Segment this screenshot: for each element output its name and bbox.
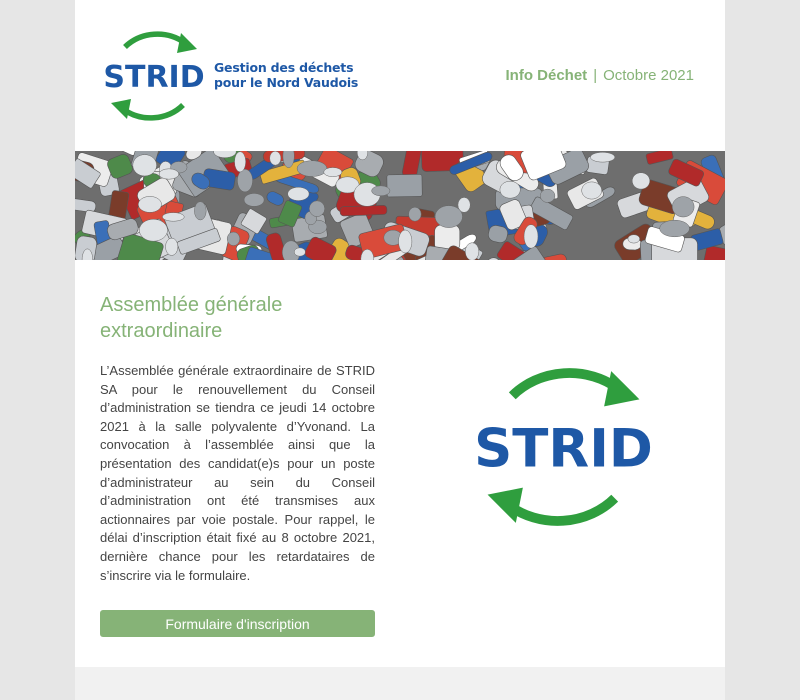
newsletter-card xyxy=(75,0,725,700)
can-top-shape xyxy=(288,187,309,200)
can-top-shape xyxy=(244,193,264,206)
banner-image xyxy=(75,151,725,260)
can-top-shape xyxy=(194,202,206,220)
can-top-shape xyxy=(524,225,538,249)
can-top-shape xyxy=(628,235,640,243)
can-top-shape xyxy=(540,189,555,202)
can-top-shape xyxy=(237,169,252,192)
can-top-shape xyxy=(139,219,167,241)
can-top-shape xyxy=(590,152,614,162)
issue-info xyxy=(506,67,695,84)
newsletter-name: Info Déchet xyxy=(505,67,588,84)
can-top-shape xyxy=(582,182,602,199)
can-top-shape xyxy=(632,173,650,189)
logo-wordmark: STRID xyxy=(103,60,205,95)
can-top-shape xyxy=(162,213,184,222)
can-top-shape xyxy=(159,169,179,179)
newsletter-header xyxy=(75,0,725,151)
article-body: L’Assemblée générale extraordinaire de STRID SA pour le renouvellement du Conseil d’administration se tiendra ce jeudi 14 octobre 2021 à la salle polyvalente d’Yvonand. La convocation à l’assemblée ainsi que la présentation des candidat(e)s pour un poste d’administrateur au sein du Conseil d’administration ont été transmises aux actionnaires par voie postale. Pour rappel, le délai d’inscription était fixé au 8 octobre 2021, dernière chance pour les retardataires de s’inscrire via le formulaire. xyxy=(100,363,375,583)
tagline-line-2: pour le Nord Vaudois xyxy=(214,75,359,90)
logo-large-wordmark: STRID xyxy=(474,418,653,480)
article-title: Assemblée générale extraordinaire xyxy=(100,294,283,342)
can-top-shape xyxy=(309,201,324,217)
can-top-shape xyxy=(138,196,161,212)
can-top-shape xyxy=(235,152,246,172)
can-shape xyxy=(340,205,387,216)
strid-logo-large xyxy=(472,364,655,530)
can-top-shape xyxy=(166,238,178,255)
can-top-shape xyxy=(227,232,240,246)
can-top-shape xyxy=(133,155,157,176)
can-top-shape xyxy=(324,168,342,177)
can-top-shape xyxy=(435,206,462,228)
registration-form-button[interactable]: Formulaire d'inscription xyxy=(100,610,375,637)
issue-date: Octobre 2021 xyxy=(603,67,694,84)
can-shape xyxy=(387,174,422,197)
can-top-shape xyxy=(294,248,305,256)
strid-logo xyxy=(103,29,205,123)
can-top-shape xyxy=(372,186,390,196)
separator: | xyxy=(593,67,598,84)
tagline-line-1: Gestion des déchets xyxy=(214,60,354,75)
can-top-shape xyxy=(500,181,520,198)
can-top-shape xyxy=(409,207,422,221)
can-top-shape xyxy=(660,220,690,237)
brand-tagline xyxy=(214,60,358,90)
can-top-shape xyxy=(465,243,479,260)
can-top-shape xyxy=(399,230,412,253)
recycled-cans-photo xyxy=(75,151,725,260)
footer-divider xyxy=(75,667,725,700)
can-top-shape xyxy=(297,161,327,177)
can-top-shape xyxy=(672,197,694,217)
can-top-shape xyxy=(270,151,281,165)
